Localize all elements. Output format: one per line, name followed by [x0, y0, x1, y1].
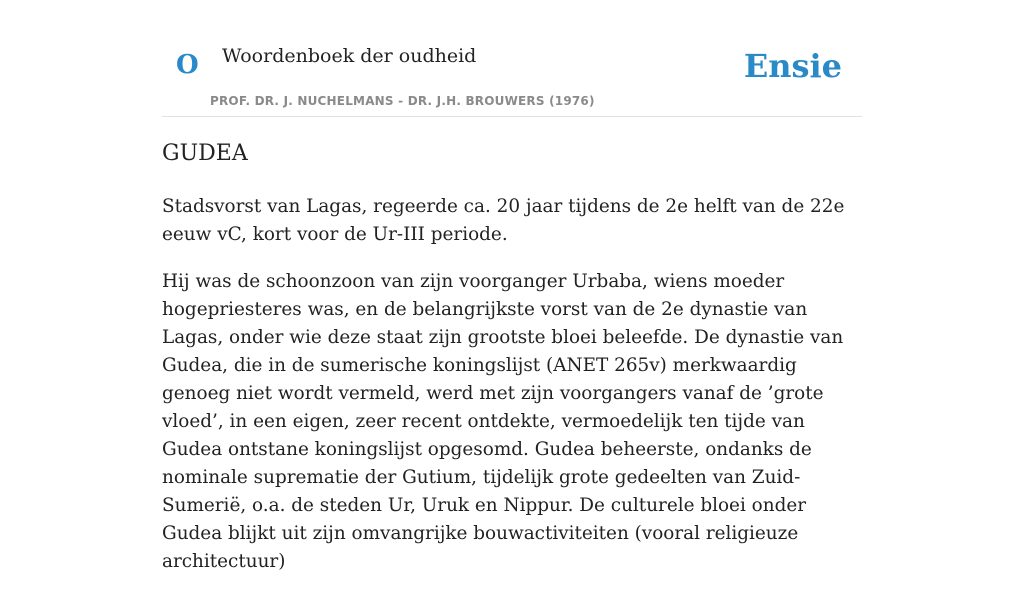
book-header [162, 0, 862, 117]
entry-paragraph: Stadsvorst van Lagas, regeerde ca. 20 jaar tijdens de 2e helft van de 22e eeuw vC, kort voor de Ur-III periode. [162, 195, 845, 245]
index-letter[interactable]: O [176, 50, 199, 80]
book-title[interactable]: Woordenboek der oudheid [222, 45, 477, 67]
entry-content [162, 140, 862, 595]
ensie-logo-link[interactable]: Ensie [743, 47, 842, 85]
entry-headword: GUDEA [162, 141, 248, 166]
book-authors: PROF. DR. J. NUCHELMANS - DR. J.H. BROUWERS (1976) [210, 94, 595, 108]
entry-paragraph: Hij was de schoonzoon van zijn voorganger Urbaba, wiens moeder hogepriesteres was, en de belangrijkste vorst van de 2e dynastie van Lagas, onder wie deze staat zijn grootste bloei beleefde. De dynastie van Gudea, die in de sumerische koningslijst (ANET 265v) merkwaardig genoeg niet wordt vermeld, werd met zijn voorgangers vanaf de ’grote vloed’, in een eigen, zeer recent ontdekte, vermoedelijk ten tijde van Gudea ontstane koningslijst opgesomd. Gudea beheerste, ondanks de nominale suprematie der Gutium, tijdelijk grote gedeelten van Zuid-Sumerië, o.a. de steden Ur, Uruk en Nippur. De culturele bloei onder Gudea blijkt uit zijn omvangrijke bouwactiviteiten (vooral religieuze architectuur) [162, 270, 844, 572]
